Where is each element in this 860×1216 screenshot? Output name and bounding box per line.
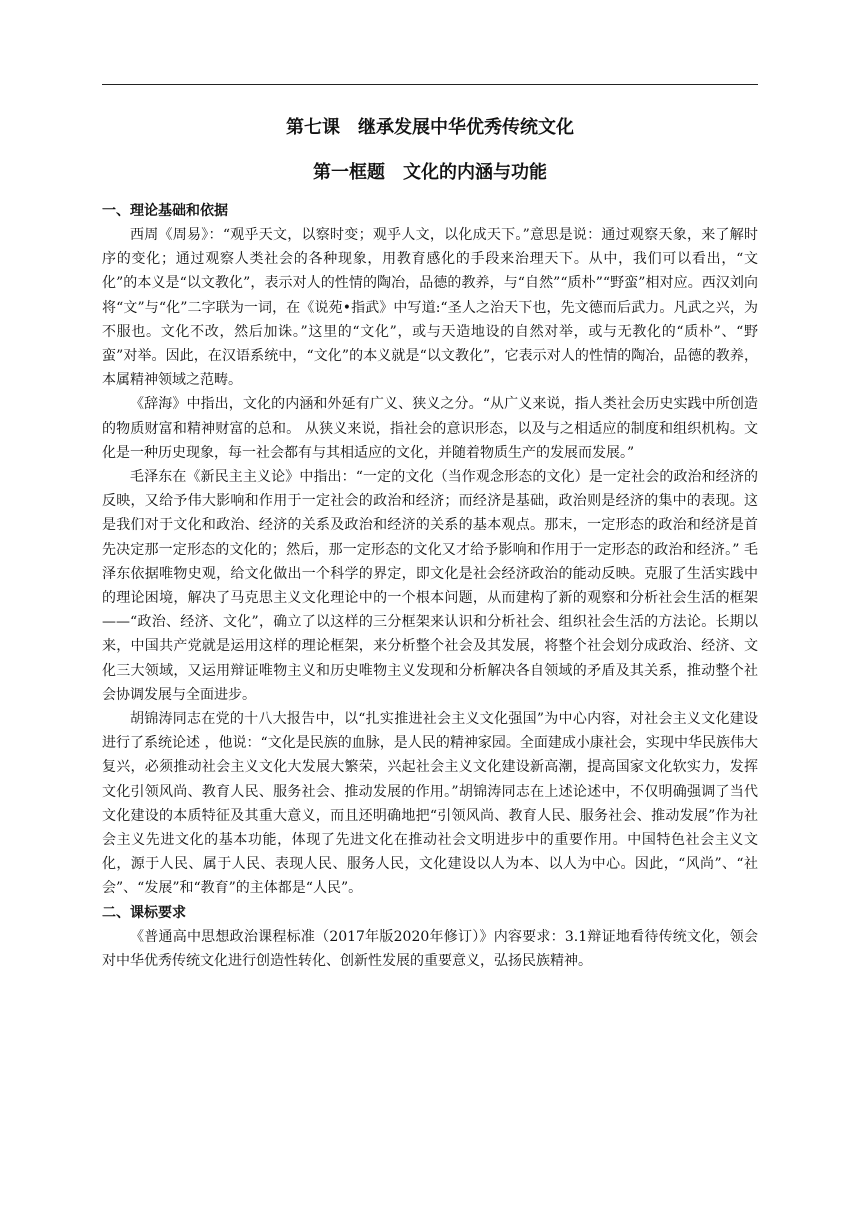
- section-subtitle: 第一框题 文化的内涵与功能: [313, 162, 547, 183]
- paragraph-zhouyi: 西周《周易》：“观乎天文，以察时变；观乎人文，以化成天下。”意思是说：通过观察天象，来了解时序的变化；通过观察人类社会的各种现象，用教育感化的手段来治理天下。从中，我们可以看出，“文化”的本义是“以文教化”，表示对人的性情的陶冶，品德的教养，与“自然”“质朴”“野蛮”相对应。西汉刘向将“文”与“化”二字联为一词，在《说苑•指武》中写道:“圣人之治天下也，先文德而后武力。凡武之兴，为不服也。文化不改，然后加诛。”这里的“文化”，或与天造地设的自然对举，或与无教化的“质朴”、“野蛮”对举。因此，在汉语系统中，“文化”的本义就是“以文教化”，它表示对人的性情的陶冶，品德的教养，本属精神领域之范畴。: [102, 227, 758, 389]
- paragraph-mao-zedong: 毛泽东在《新民主主义论》中指出：“一定的文化（当作观念形态的文化）是一定社会的政治和经济的反映，又给予伟大影响和作用于一定社会的政治和经济；而经济是基础，政治则是经济的集中的表现。这是我们对于文化和政治、经济的关系及政治和经济的关系的基本观点。那末，一定形态的政治和经济是首先决定那一定形态的文化的；然后，那一定形态的文化又才给予影响和作用于一定形态的政治和经济。” 毛泽东依据唯物史观，给文化做出一个科学的界定，即文化是社会经济政治的能动反映。克服了生活实践中的理论困境，解决了马克思主义文化理论中的一个根本问题，从而建构了新的观察和分析社会生活的框架——“政治、经济、文化”，确立了以这样的三分框架来认识和分析社会、组织社会生活的方法论。长期以来，中国共产党就是运用这样的理论框架，来分析整个社会及其发展，将整个社会划分成政治、经济、文化三大领域，又运用辩证唯物主义和历史唯物主义发现和分析解决各自领域的矛盾及其关系，推动整个社会协调发展与全面进步。: [102, 469, 758, 703]
- document-body: [102, 114, 758, 973]
- paragraph-cihai: 《辞海》中指出，文化的内涵和外延有广义、狭义之分。“从广义来说，指人类社会历史实践中所创造的物质财富和精神财富的总和。 从狭义来说，指社会的意识形态，以及与之相适应的制度和组织机构。文化是一种历史现象，每一社会都有与其相适应的文化，并随着物质生产的发展而发展。”: [102, 396, 758, 461]
- section-heading-theory: 一、理论基础和依据: [102, 203, 228, 219]
- paragraph-hu-jintao: 胡锦涛同志在党的十八大报告中，以“扎实推进社会主义文化强国”为中心内容，对社会主义文化建设进行了系统论述 ，他说：“文化是民族的血脉，是人民的精神家园。全面建成小康社会，实现中华民族伟大复兴，必须推动社会主义文化大发展大繁荣，兴起社会主义文化建设新高潮，提高国家文化软实力，发挥文化引领风尚、教育人民、服务社会、推动发展的作用。”胡锦涛同志在上述论述中，不仅明确强调了当代文化建设的本质特征及其重大意义，而且还明确地把“引领风尚、教育人民、服务社会、推动发展”作为社会主义先进文化的基本功能，体现了先进文化在推动社会文明进步中的重要作用。中国特色社会主义文化，源于人民、属于人民、表现人民、服务人民，文化建设以人为本、以人为中心。因此，“风尚”、“社会”、“发展”和“教育”的主体都是“人民”。: [102, 711, 758, 897]
- lesson-title: 第七课 继承发展中华优秀传统文化: [286, 117, 574, 138]
- header-rule: [102, 84, 758, 85]
- section-heading-curriculum: 二、课标要求: [102, 904, 186, 921]
- paragraph-curriculum-standard: 《普通高中思想政治课程标准（2017年版2020年修订）》内容要求：3.1辩证地看待传统文化，领会对中华优秀传统文化进行创造性转化、创新性发展的重要意义，弘扬民族精神。: [102, 928, 758, 969]
